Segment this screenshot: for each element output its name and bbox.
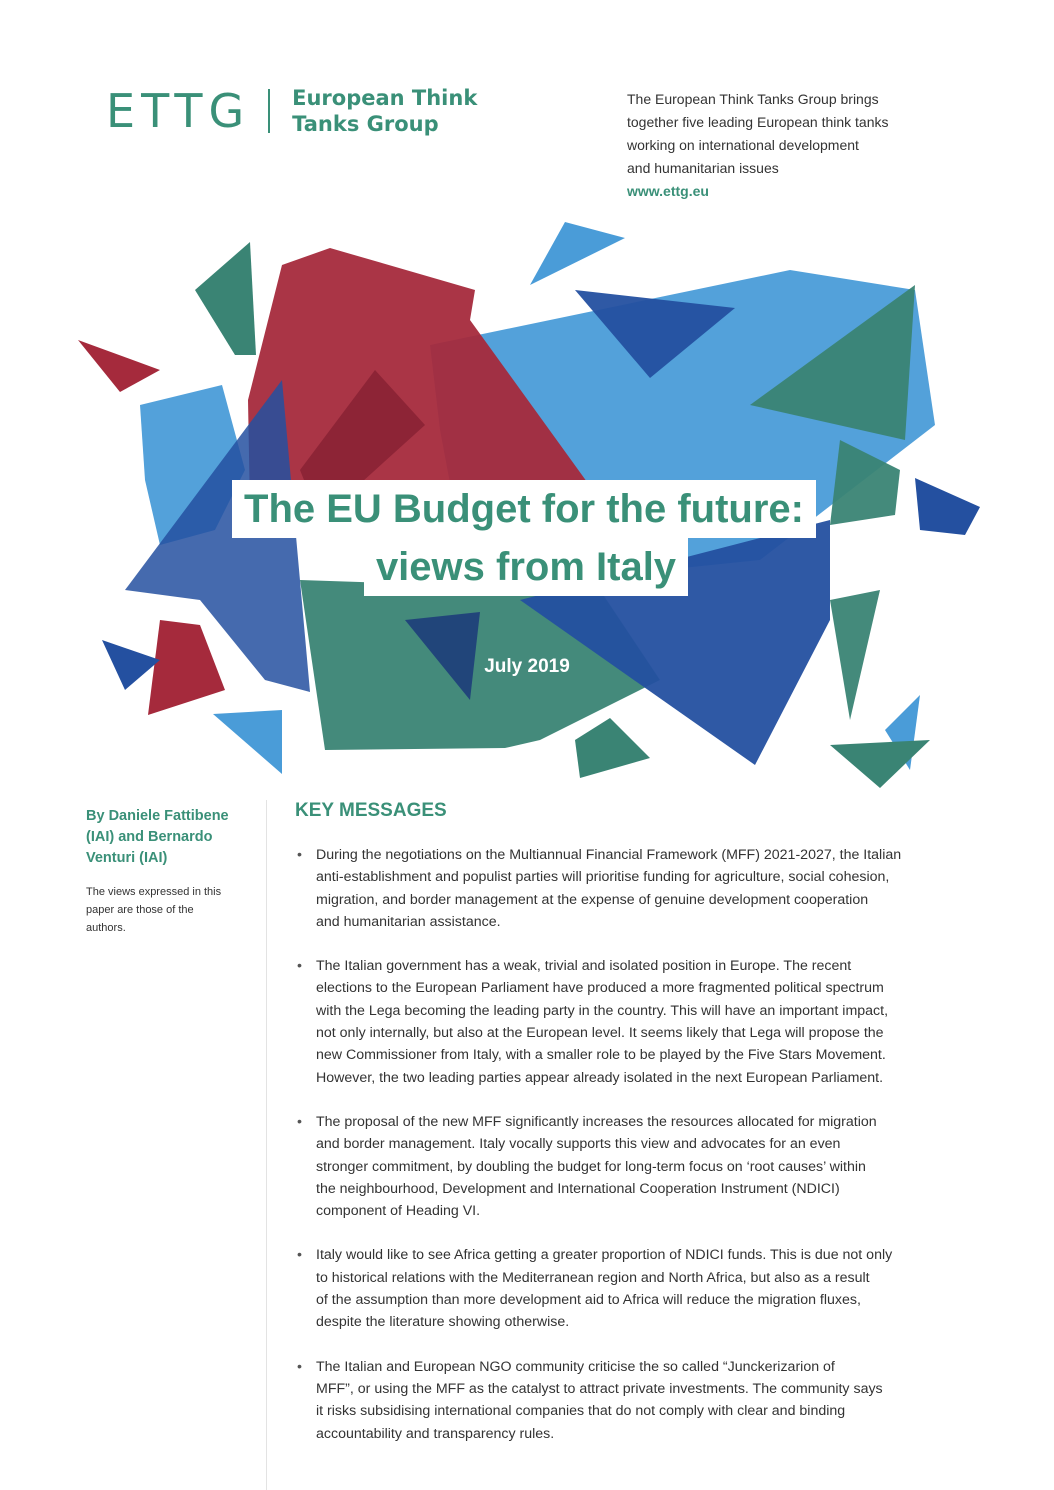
author-byline <box>86 806 256 869</box>
byline-line: Venturi (IAI) <box>86 850 168 866</box>
header-blurb <box>627 88 889 203</box>
shape-green <box>830 590 880 720</box>
msg-line: • The Italian and European NGO community criticise the so called “Junckerizarion of <box>316 1358 835 1375</box>
column-divider <box>266 800 267 1490</box>
list-item <box>295 844 945 933</box>
msg-line: and humanitarian assistance. <box>316 913 501 930</box>
msg-line: the neighbourhood, Development and International Cooperation Instrument (NDICI) <box>316 1180 840 1197</box>
logo-name <box>292 85 477 137</box>
msg-line: and border management. Italy vocally supports this view and advocates for an even <box>316 1136 841 1153</box>
logo-name-line: European Think <box>292 86 478 110</box>
byline-line: By Daniele Fattibene <box>86 808 229 824</box>
msg-line: of the assumption than more development aid to Africa will reduce the migration fluxes, <box>316 1292 861 1309</box>
msg-line: anti-establishment and populist parties will prioritise funding for agriculture, social cohesion, <box>316 869 890 886</box>
shape-light-blue <box>530 222 625 285</box>
msg-line: MFF”, or using the MFF as the catalyst to attract private investments. The community says <box>316 1380 883 1397</box>
blurb-line: working on international development <box>627 137 859 153</box>
msg-line: component of Heading VI. <box>316 1203 481 1220</box>
msg-line: elections to the European Parliament have produced a more fragmented political spectrum <box>316 980 884 997</box>
list-item <box>295 1244 945 1333</box>
msg-line: • The Italian government has a weak, trivial and isolated position in Europe. The recent <box>316 958 852 975</box>
byline-line: (IAI) and Bernardo <box>86 829 213 845</box>
disclaimer-line: authors. <box>86 922 126 934</box>
title-line: The EU Budget for the future: <box>232 480 816 538</box>
msg-line: • The proposal of the new MFF significantly increases the resources allocated for migration <box>316 1113 877 1130</box>
msg-line: • During the negotiations on the Multiannual Financial Framework (MFF) 2021-2027, the Italian <box>316 847 902 863</box>
disclaimer <box>86 883 256 937</box>
msg-line: new Commissioner from Italy, with a smaller role to be played by the Five Stars Movement. <box>316 1047 886 1064</box>
title-line: views from Italy <box>364 538 688 596</box>
shape-green <box>830 740 930 788</box>
messages-list <box>295 844 945 1445</box>
msg-line: • Italy would like to see Africa getting a greater proportion of NDICI funds. This is due not only <box>316 1247 893 1264</box>
disclaimer-line: paper are those of the <box>86 904 194 916</box>
list-item <box>295 1111 945 1222</box>
msg-line: However, the two leading parties appear already isolated in the next European Parliament. <box>316 1069 884 1086</box>
shape-green <box>575 718 650 778</box>
blurb-line: and humanitarian issues <box>627 160 779 176</box>
ettg-logo <box>106 84 477 138</box>
logo-name-line: Tanks Group <box>292 112 439 136</box>
disclaimer-line: The views expressed in this <box>86 886 222 898</box>
msg-line: accountability and transparency rules. <box>316 1425 555 1442</box>
shape-red <box>78 340 160 392</box>
msg-line: not only internally, but also at the European level. It seems likely that Lega will propose the <box>316 1025 884 1042</box>
section-heading: KEY MESSAGES <box>295 800 447 821</box>
logo-mark: ETTG <box>106 84 251 138</box>
list-item <box>295 1356 945 1445</box>
msg-line: migration, and border management at the expense of genuine development cooperation <box>316 891 869 908</box>
sidebar <box>86 806 256 937</box>
msg-line: with the Lega becoming the leading party in the country. This will have an important impact, <box>316 1002 889 1019</box>
cover-title <box>0 480 1054 596</box>
shape-light-blue <box>213 710 282 774</box>
logo-divider <box>268 89 270 133</box>
website-link[interactable]: www.ettg.eu <box>627 183 709 199</box>
list-item <box>295 955 945 1089</box>
msg-line: stronger commitment, by doubling the budget for long-term focus on ‘root causes’ within <box>316 1158 866 1175</box>
blurb-line: together five leading European think tanks <box>627 114 889 130</box>
blurb-line: The European Think Tanks Group brings <box>627 91 879 107</box>
key-messages-section <box>295 800 945 1467</box>
msg-line: to historical relations with the Mediterranean region and North Africa, but also as a result <box>316 1269 870 1286</box>
msg-line: it risks subsidising international companies that do not comply with clear and binding <box>316 1403 846 1420</box>
shape-green <box>195 242 256 355</box>
publication-date: July 2019 <box>484 656 570 677</box>
msg-line: despite the literature showing otherwise. <box>316 1314 570 1331</box>
